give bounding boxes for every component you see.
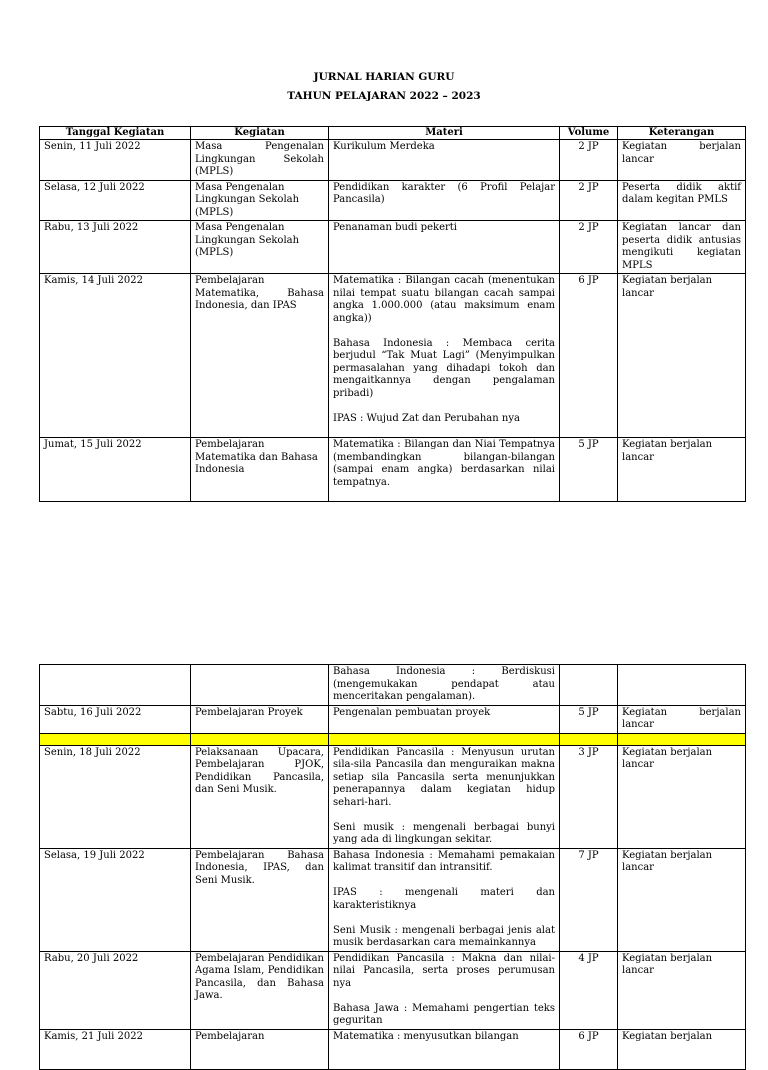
- cell-keterangan: [618, 733, 746, 745]
- document-subtitle: TAHUN PELAJARAN 2022 – 2023: [287, 90, 481, 102]
- cell-volume: 6 JP: [560, 274, 618, 438]
- cell-volume: 4 JP: [560, 951, 618, 1029]
- cell-materi: Bahasa Indonesia : Berdiskusi (mengemukakan pendapat atau menceritakan pengalaman).: [329, 665, 560, 706]
- cell-tanggal: [40, 733, 191, 745]
- cell-materi: Pendidikan Pancasila : Menyusun urutan sila-sila Pancasila dan menguraikan makna setiap sila Pancasila serta menunjukkan penerapannya dalam kegiatan hidup sehari-hari. Seni musik : mengenali berbagai bunyi yang ada di lingkungan sekitar.: [329, 745, 560, 848]
- document-header: [0, 68, 768, 106]
- cell-tanggal: Selasa, 19 Juli 2022: [40, 848, 191, 951]
- journal-table-page-2: [39, 664, 746, 1070]
- table-row: [40, 745, 746, 848]
- cell-keterangan: Kegiatan berjalan lancar: [618, 745, 746, 848]
- cell-volume: 7 JP: [560, 848, 618, 951]
- cell-volume: 3 JP: [560, 745, 618, 848]
- table-row: [40, 848, 746, 951]
- document-title: JURNAL HARIAN GURU: [313, 71, 455, 83]
- cell-kegiatan: Masa Pengenalan Lingkungan Sekolah (MPLS): [191, 180, 329, 221]
- cell-materi: Bahasa Indonesia : Memahami pemakaian kalimat transitif dan intransitif. IPAS : mengenali materi dan karakteristiknya Seni Musik : mengenali berbagai jenis alat musik berdasarkan cara memainkannya: [329, 848, 560, 951]
- table-row: [40, 438, 746, 502]
- table-row: [40, 140, 746, 181]
- cell-materi: Pendidikan karakter (6 Profil Pelajar Pancasila): [329, 180, 560, 221]
- cell-keterangan: Kegiatan berjalan: [618, 1029, 746, 1069]
- table-row: [40, 1029, 746, 1069]
- cell-materi: [329, 733, 560, 745]
- column-header-materi: Materi: [329, 127, 560, 140]
- table-row: [40, 180, 746, 221]
- cell-keterangan: Kegiatan lancar dan peserta didik antusias mengikuti kegiatan MPLS: [618, 221, 746, 274]
- table-row: [40, 951, 746, 1029]
- cell-keterangan: Kegiatan berjalan lancar: [618, 951, 746, 1029]
- cell-keterangan: Kegiatan berjalan lancar: [618, 438, 746, 502]
- cell-kegiatan: [191, 665, 329, 706]
- cell-volume: [560, 733, 618, 745]
- cell-volume: 5 JP: [560, 705, 618, 733]
- cell-materi: Matematika : Bilangan cacah (menentukan nilai tempat suatu bilangan cacah sampai angka 1.000.000 (atau maksimum enam angka)) Bahasa Indonesia : Membaca cerita berjudul “Tak Muat Lagi” (Menyimpulkan permasalahan yang dihadapi tokoh dan mengaitkannya dengan pengalaman pribadi) IPAS : Wujud Zat dan Perubahan nya: [329, 274, 560, 438]
- cell-kegiatan: Pelaksanaan Upacara, Pembelajaran PJOK, Pendidikan Pancasila, dan Seni Musik.: [191, 745, 329, 848]
- journal-table-page-1: [39, 126, 746, 502]
- cell-kegiatan: Pembelajaran Matematika dan Bahasa Indonesia: [191, 438, 329, 502]
- cell-volume: [560, 665, 618, 706]
- cell-kegiatan: [191, 733, 329, 745]
- cell-kegiatan: Pembelajaran Proyek: [191, 705, 329, 733]
- cell-materi: Matematika : Bilangan dan Niai Tempatnya (membandingkan bilangan-bilangan (sampai enam angka) berdasarkan nilai tempatnya.: [329, 438, 560, 502]
- cell-keterangan: Kegiatan berjalan lancar: [618, 274, 746, 438]
- table-row: [40, 221, 746, 274]
- cell-tanggal: Jumat, 15 Juli 2022: [40, 438, 191, 502]
- cell-tanggal: Kamis, 21 Juli 2022: [40, 1029, 191, 1069]
- cell-keterangan: Kegiatan berjalan lancar: [618, 140, 746, 181]
- cell-tanggal: Rabu, 20 Juli 2022: [40, 951, 191, 1029]
- cell-materi: Pendidikan Pancasila : Makna dan nilai-nilai Pancasila, serta proses perumusan nya Bahasa Jawa : Memahami pengertian teks geguritan: [329, 951, 560, 1029]
- cell-materi: Penanaman budi pekerti: [329, 221, 560, 274]
- table-row: [40, 665, 746, 706]
- cell-keterangan: Kegiatan berjalan lancar: [618, 848, 746, 951]
- cell-volume: 6 JP: [560, 1029, 618, 1069]
- cell-volume: 5 JP: [560, 438, 618, 502]
- cell-keterangan: [618, 665, 746, 706]
- column-header-tanggal: Tanggal Kegiatan: [40, 127, 191, 140]
- cell-kegiatan: Pembelajaran Bahasa Indonesia, IPAS, dan Seni Musik.: [191, 848, 329, 951]
- cell-keterangan: Peserta didik aktif dalam kegitan PMLS: [618, 180, 746, 221]
- cell-keterangan: Kegiatan berjalan lancar: [618, 705, 746, 733]
- cell-tanggal: [40, 665, 191, 706]
- cell-tanggal: Senin, 18 Juli 2022: [40, 745, 191, 848]
- cell-materi: Matematika : menyusutkan bilangan: [329, 1029, 560, 1069]
- cell-tanggal: Rabu, 13 Juli 2022: [40, 221, 191, 274]
- column-header-kegiatan: Kegiatan: [191, 127, 329, 140]
- cell-volume: 2 JP: [560, 221, 618, 274]
- column-header-volume: Volume: [560, 127, 618, 140]
- cell-volume: 2 JP: [560, 180, 618, 221]
- table-row: [40, 705, 746, 733]
- highlighted-empty-row: [40, 733, 746, 745]
- cell-materi: Pengenalan pembuatan proyek: [329, 705, 560, 733]
- table-header-row: [40, 127, 746, 140]
- cell-kegiatan: Pembelajaran: [191, 1029, 329, 1069]
- cell-materi: Kurikulum Merdeka: [329, 140, 560, 181]
- cell-kegiatan: Masa Pengenalan Lingkungan Sekolah (MPLS): [191, 221, 329, 274]
- cell-tanggal: Kamis, 14 Juli 2022: [40, 274, 191, 438]
- cell-volume: 2 JP: [560, 140, 618, 181]
- column-header-keterangan: Keterangan: [618, 127, 746, 140]
- cell-tanggal: Senin, 11 Juli 2022: [40, 140, 191, 181]
- cell-kegiatan: Masa Pengenalan Lingkungan Sekolah (MPLS): [191, 140, 329, 181]
- cell-kegiatan: Pembelajaran Pendidikan Agama Islam, Pendidikan Pancasila, dan Bahasa Jawa.: [191, 951, 329, 1029]
- cell-kegiatan: Pembelajaran Matematika, Bahasa Indonesia, dan IPAS: [191, 274, 329, 438]
- cell-tanggal: Selasa, 12 Juli 2022: [40, 180, 191, 221]
- table-row: [40, 274, 746, 438]
- cell-tanggal: Sabtu, 16 Juli 2022: [40, 705, 191, 733]
- page-gap: [0, 500, 768, 664]
